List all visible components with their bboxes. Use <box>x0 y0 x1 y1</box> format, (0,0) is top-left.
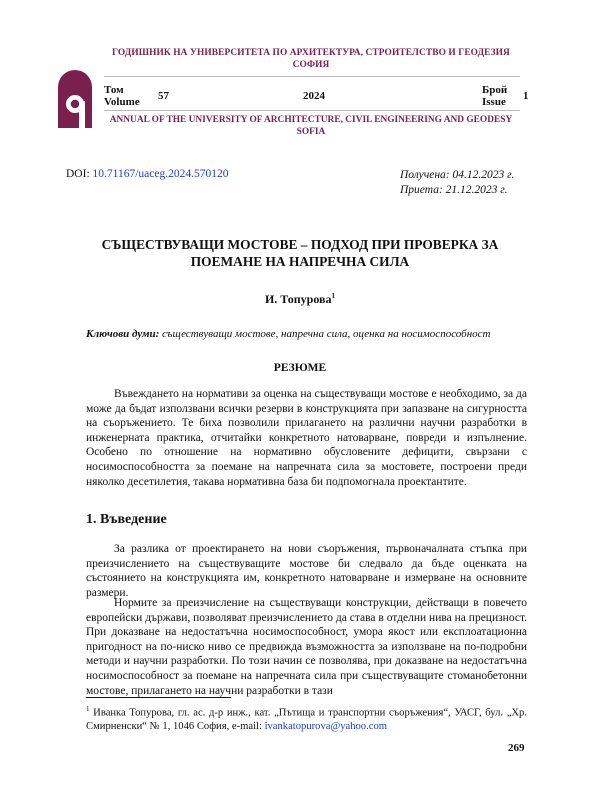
doi-line <box>66 168 228 180</box>
volume-label-en: Volume <box>104 96 140 108</box>
journal-year: 2024 <box>303 90 325 102</box>
volume-label <box>104 84 140 108</box>
issue-number: 1 <box>523 90 529 102</box>
page-number: 269 <box>508 742 525 754</box>
footnote-email-link[interactable]: ivankatopurova@yahoo.com <box>264 721 387 733</box>
header-rule-top <box>104 76 520 77</box>
header-rule-bottom <box>104 110 520 111</box>
section-title-introduction: 1. Въведение <box>86 512 167 527</box>
author-name: И. Топурова <box>264 292 332 306</box>
doi-link[interactable]: 10.71167/uaceg.2024.570120 <box>92 168 229 180</box>
abstract-heading: РЕЗЮМЕ <box>273 362 327 374</box>
keywords-label: Ключови думи: <box>86 328 160 340</box>
author-footnote-mark: 1 <box>331 292 336 300</box>
issue-label <box>482 84 507 108</box>
keywords-line <box>86 328 490 340</box>
journal-title-en: ANNUAL OF THE UNIVERSITY OF ARCHITECTURE, CIVIL ENGINEERING AND GEODESY SOFIA <box>109 115 513 137</box>
university-logo <box>58 70 92 128</box>
volume-number: 57 <box>158 90 169 102</box>
journal-title-bg: ГОДИШНИК НА УНИВЕРСИТЕТА ПО АРХИТЕКТУРА, СТРОИТЕЛСТВО И ГЕОДЕЗИЯ СОФИЯ <box>112 48 510 70</box>
issue-label-bg: Брой <box>482 84 508 96</box>
issue-label-en: Issue <box>482 96 506 108</box>
body-paragraph-1: За разлика от проектирането на нови съоръжения, първоначалната стъпка при преизчислението на съществуващите мостове би следвало да бъде оценката на състоянието на конструкцията им, конкретното натоварване и измерване на основните размери. <box>86 543 527 599</box>
body-paragraph-2: Нормите за преизчисление на съществуващи конструкции, действащи в повечето европейски държави, позволяват преизчислението да става в отделни нива на прецизност. При доказване на недостатъчна носимоспособност, умора якост или експлоатационна пригодност на по-ниско ниво се предвижда възможността за използване на по-подробни методи и научни разработки. По този начин се позволява, при доказване на недостатъчна носимоспособност за поемане на напречната сила при съществуващите стоманобетонни мостове, прилагането на научни разработки в тази <box>86 597 527 697</box>
received-date: Получена: 04.12.2023 г. <box>400 169 515 181</box>
author-line <box>66 292 534 307</box>
article-dates <box>400 168 514 198</box>
footnote-divider <box>86 697 231 698</box>
volume-label-bg: Том <box>104 84 124 96</box>
footnote-mark: 1 <box>86 705 90 713</box>
footnote-text: Иванка Топурова, гл. ас. д-р инж., кат. „Пътища и транспортни съоръжения“, УАСГ, бул. „Хр. Смирненски“ № 1, 1046 София, e-mail: <box>86 707 527 733</box>
footnote <box>86 703 527 734</box>
keywords-text: съществуващи мостове, напречна сила, оценка на носимоспособност <box>159 328 491 340</box>
article-title: СЪЩЕСТВУВАЩИ МОСТОВЕ – ПОДХОД ПРИ ПРОВЕРКА ЗА ПОЕМАНЕ НА НАПРЕЧНА СИЛА <box>101 237 499 269</box>
abstract-paragraph: Въвеждането на нормативи за оценка на съществуващи мостове е необходимо, за да може да бъдат използвани всички резерви в конструкцията при запазване на сигурността на съоръжението. Те биха позволили прилагането на различни научни разработки в инженерната практика, отчитайки конкретното натоварване, повреди и изпълнение. Особено по отношение на нормативно обусловените дефицити, свързани с носимоспособността за поемане на напречната сила за мостовете, построени преди няколко десетилетия, такава нормативна база би подпомогнала проектантите. <box>86 388 527 488</box>
doi-label: DOI: <box>66 168 93 180</box>
accepted-date: Приета: 21.12.2023 г. <box>400 184 508 196</box>
